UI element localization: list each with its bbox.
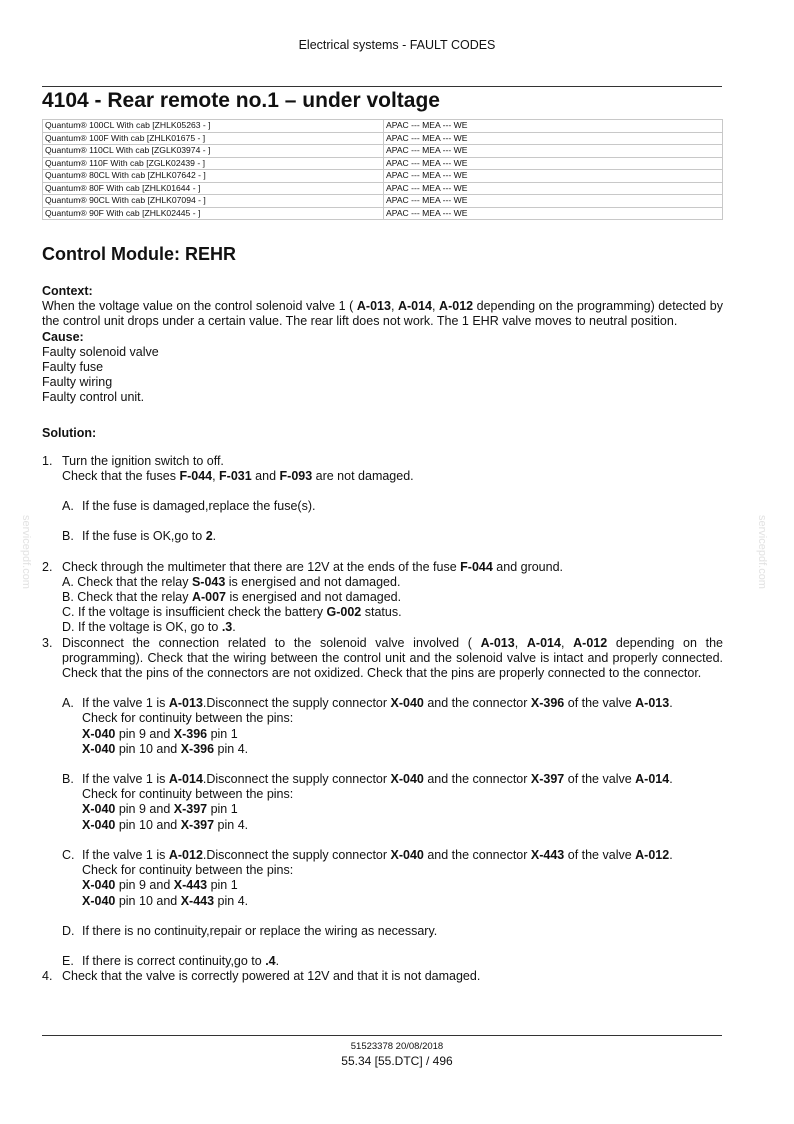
region-cell: APAC --- MEA --- WE <box>384 170 723 183</box>
applicability-row <box>43 145 723 158</box>
document-code: 51523378 20/08/2018 <box>350 1041 444 1052</box>
running-header: Electrical systems - FAULT CODES <box>298 38 496 52</box>
sub-step: A. If the fuse is damaged,replace the fuse(s). <box>62 499 316 514</box>
cause-item: Faulty fuse <box>42 360 104 375</box>
solution-step: 1. Turn the ignition switch to off. Check that the fuses F-044, F-031 and F-093 are not damaged. A. If the fuse is damaged,replace the fuse(s). B. If the fuse is OK,go to 2. <box>42 454 723 545</box>
model-cell: Quantum® 80F With cab [ZHLK01644 - ] <box>43 182 384 195</box>
applicability-row <box>43 182 723 195</box>
step-line: Turn the ignition switch to off. <box>62 453 224 468</box>
fault-title: 4104 - Rear remote no.1 – under voltage <box>42 89 440 112</box>
applicability-row <box>43 120 723 133</box>
step-line: B. Check that the relay A-007 is energised and not damaged. <box>62 590 402 605</box>
region-cell: APAC --- MEA --- WE <box>384 195 723 208</box>
model-cell: Quantum® 90F With cab [ZHLK02445 - ] <box>43 207 384 220</box>
step-line: Check through the multimeter that there are 12V at the ends of the fuse F-044 and ground. <box>62 559 564 574</box>
applicability-table <box>42 119 723 220</box>
model-cell: Quantum® 100F With cab [ZHLK01675 - ] <box>43 132 384 145</box>
step-text: Disconnect the connection related to the solenoid valve involved ( A-013, A-014, A-012 depending on the programming). Check that the wiring between the control unit and the solenoid valve is intact and properly connected. Check that the pins of the connectors are not oxidized. Check that the pins are properly connected to the connector. <box>62 635 724 681</box>
sub-step: D. If there is no continuity,repair or replace the wiring as necessary. <box>62 923 438 938</box>
step-line: Check that the fuses F-044, F-031 and F-093 are not damaged. <box>62 469 414 484</box>
fault-body <box>42 284 723 984</box>
solution-step: 3. Disconnect the connection related to the solenoid valve involved ( A-013, A-014, A-012 depending on the programming). Check that the wiring between the control unit and the solenoid valve is intact and properly connected. Check that the pins of the connectors are not oxidized. Check that the pins are properly connected to the connector. A. If the valve 1 is A-013.Disconnect the supply connector X-040 and the connector X-396 of the valve A-013. Check for continuity between the pins: X-040 pin 9 and X-396 pin 1 X-040 pin 10 and X-396 pin 4. B. If the valve 1 is A-014.Disconnect the supply connector X-040 and the connector X-397 of the valve A-014. Check for continuity between the pins: X-040 pin 9 and X-397 pin 1 X-040 pin 10 and X-397 pin 4. C. If the valve 1 is A-012.Disconnect the supply connector X-040 and the connector X-443 of the valve A-012. Check for continuity between the pins: X-040 pin 9 and X-443 pin 1 X-040 pin 10 and X-443 pin 4. D. If there is no continuity,repair or replace the wiring as necessary. E. If there is correct continuity,go to .4. <box>42 635 724 968</box>
model-cell: Quantum® 110F With cab [ZGLK02439 - ] <box>43 157 384 170</box>
sub-step: E. If there is correct continuity,go to .4. <box>62 953 280 968</box>
step-line: D. If the voltage is OK, go to .3. <box>62 620 236 635</box>
sub-step: C. If the valve 1 is A-012.Disconnect the supply connector X-040 and the connector X-443 of the valve A-012. Check for continuity between the pins: X-040 pin 9 and X-443 pin 1 X-040 pin 10 and X-443 pin 4. <box>62 847 673 908</box>
model-cell: Quantum® 100CL With cab [ZHLK05263 - ] <box>43 120 384 133</box>
control-module-heading: Control Module: REHR <box>42 244 236 264</box>
region-cell: APAC --- MEA --- WE <box>384 120 723 133</box>
model-cell: Quantum® 90CL With cab [ZHLK07094 - ] <box>43 195 384 208</box>
applicability-row <box>43 207 723 220</box>
solution-step: 4. Check that the valve is correctly powered at 12V and that it is not damaged. <box>42 969 723 984</box>
region-cell: APAC --- MEA --- WE <box>384 132 723 145</box>
sub-step: B. If the fuse is OK,go to 2. <box>62 529 217 544</box>
region-cell: APAC --- MEA --- WE <box>384 182 723 195</box>
region-cell: APAC --- MEA --- WE <box>384 207 723 220</box>
cause-item: Faulty wiring <box>42 375 113 390</box>
cause-label: Cause: <box>42 329 84 344</box>
applicability-row <box>43 195 723 208</box>
context-label: Context: <box>42 284 93 298</box>
sub-step: B. If the valve 1 is A-014.Disconnect the supply connector X-040 and the connector X-397 of the valve A-014. Check for continuity between the pins: X-040 pin 9 and X-397 pin 1 X-040 pin 10 and X-397 pin 4. <box>62 772 673 832</box>
applicability-row <box>43 170 723 183</box>
watermark-left: servicepdf.com <box>20 515 32 589</box>
model-cell: Quantum® 110CL With cab [ZGLK03974 - ] <box>43 145 384 158</box>
cause-item: Faulty control unit. <box>42 390 145 405</box>
region-cell: APAC --- MEA --- WE <box>384 157 723 170</box>
context-text: When the voltage value on the control solenoid valve 1 ( A-013, A-014, A-012 depending on the programming) detected by the control unit drops under a certain value. The rear lift does not work. The 1 EHR valve moves to neutral position. <box>42 299 723 329</box>
footer-rule <box>42 1035 722 1036</box>
solution-step: 2. Check through the multimeter that there are 12V at the ends of the fuse F-044 and ground. A. Check that the relay S-043 is energised and not damaged. B. Check that the relay A-007 is energised and not damaged. C. If the voltage is insufficient check the battery G-002 status. D. If the voltage is OK, go to .3. <box>42 560 723 636</box>
applicability-row <box>43 132 723 145</box>
sub-step: A. If the valve 1 is A-013.Disconnect the supply connector X-040 and the connector X-396 of the valve A-013. Check for continuity between the pins: X-040 pin 9 and X-396 pin 1 X-040 pin 10 and X-396 pin 4. <box>62 696 673 756</box>
step-line: A. Check that the relay S-043 is energised and not damaged. <box>62 574 401 589</box>
model-cell: Quantum® 80CL With cab [ZHLK07642 - ] <box>43 170 384 183</box>
applicability-row <box>43 157 723 170</box>
header-rule <box>42 86 722 87</box>
region-cell: APAC --- MEA --- WE <box>384 145 723 158</box>
watermark-right: servicepdf.com <box>756 515 768 589</box>
cause-item: Faulty solenoid valve <box>42 344 159 359</box>
step-text: Check that the valve is correctly powered at 12V and that it is not damaged. <box>62 969 481 984</box>
page-number: 55.34 [55.DTC] / 496 <box>341 1054 453 1068</box>
solution-label: Solution: <box>42 425 97 440</box>
step-line: C. If the voltage is insufficient check the battery G-002 status. <box>62 605 402 620</box>
